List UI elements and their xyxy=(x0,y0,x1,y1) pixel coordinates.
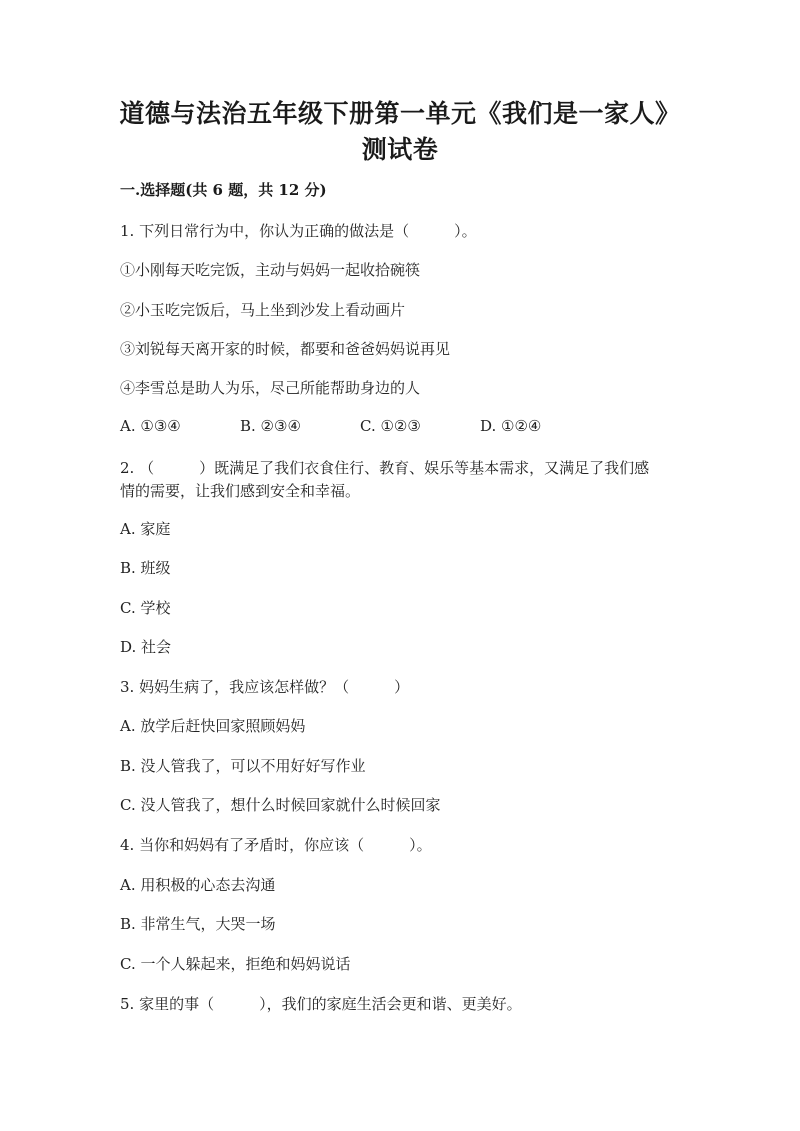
exam-title-line2: 测试卷 xyxy=(361,135,439,164)
question-1-option-c[interactable]: C. ①②③ xyxy=(360,417,421,435)
question-4-stem: 4. 当你和妈妈有了矛盾时，你应该（ ）。 xyxy=(120,836,432,854)
question-2-option-d[interactable]: D. 社会 xyxy=(120,638,172,656)
section-heading: 一.选择题(共 6 题，共 12 分) xyxy=(120,181,327,199)
question-3-option-a[interactable]: A. 放学后赶快回家照顾妈妈 xyxy=(120,717,306,735)
question-2-stem: 2. （ ）既满足了我们衣食住行、教育、娱乐等基本需求，又满足了我们感 xyxy=(120,459,650,477)
question-4-option-c[interactable]: C. 一个人躲起来，拒绝和妈妈说话 xyxy=(120,955,351,973)
question-4-option-a[interactable]: A. 用积极的心态去沟通 xyxy=(120,876,276,894)
question-1-statement: ②小玉吃完饭后，马上坐到沙发上看动画片 xyxy=(120,301,406,319)
question-2-stem-continued: 情的需要，让我们感到安全和幸福。 xyxy=(120,482,361,500)
question-5-stem: 5. 家里的事（ ），我们的家庭生活会更和谐、更美好。 xyxy=(120,995,522,1013)
question-1-stem: 1. 下列日常行为中，你认为正确的做法是（ ）。 xyxy=(120,222,477,240)
question-3-stem: 3. 妈妈生病了，我应该怎样做？（ ） xyxy=(120,678,410,696)
question-1-option-a[interactable]: A. ①③④ xyxy=(120,417,181,435)
question-1-options xyxy=(120,417,680,439)
question-1-statement: ①小刚每天吃完饭，主动与妈妈一起收拾碗筷 xyxy=(120,261,421,279)
exam-title: 道德与法治五年级下册第一单元《我们是一家人》 xyxy=(119,99,681,128)
question-1-option-d[interactable]: D. ①②④ xyxy=(480,417,542,435)
question-2-option-a[interactable]: A. 家庭 xyxy=(120,520,171,538)
question-3-option-b[interactable]: B. 没人管我了，可以不用好好写作业 xyxy=(120,757,366,775)
question-1-statement: ③刘锐每天离开家的时候，都要和爸爸妈妈说再见 xyxy=(120,340,451,358)
question-1-statement: ④李雪总是助人为乐，尽己所能帮助身边的人 xyxy=(120,379,421,397)
question-1-option-b[interactable]: B. ②③④ xyxy=(240,417,301,435)
question-3-option-c[interactable]: C. 没人管我了，想什么时候回家就什么时候回家 xyxy=(120,796,441,814)
question-2-option-c[interactable]: C. 学校 xyxy=(120,599,171,617)
question-4-option-b[interactable]: B. 非常生气，大哭一场 xyxy=(120,915,276,933)
question-2-option-b[interactable]: B. 班级 xyxy=(120,559,171,577)
